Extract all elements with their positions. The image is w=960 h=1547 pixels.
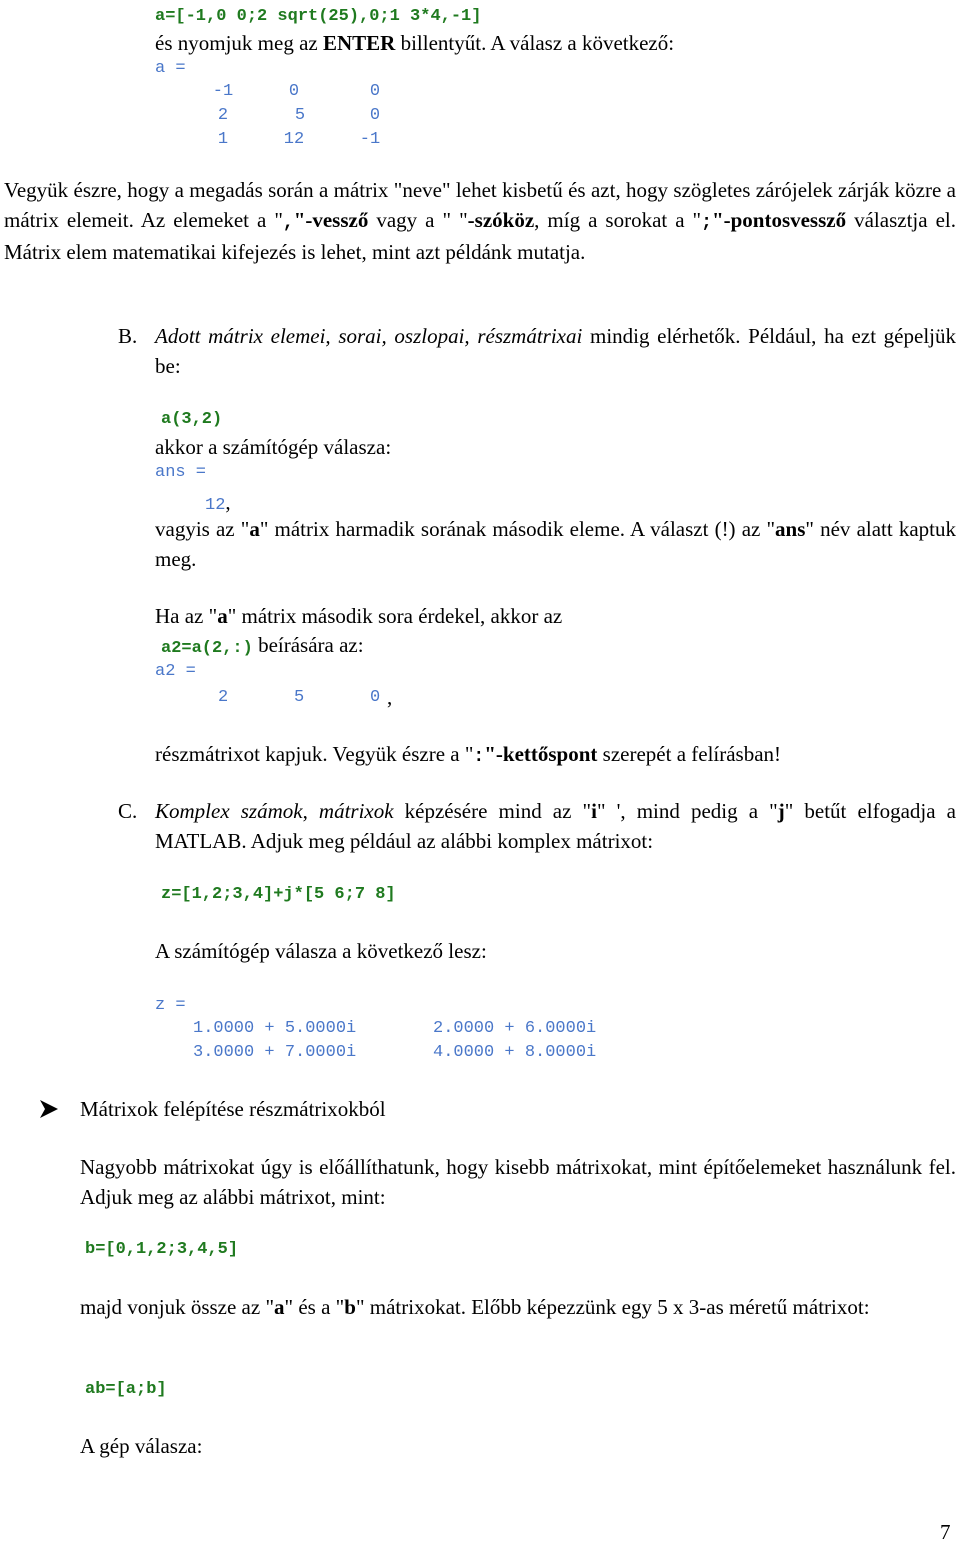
paragraph-combine: [80, 1293, 956, 1323]
output-label-a2: a2 =: [155, 662, 196, 681]
semicolon-word: "-pontosvessző: [711, 207, 847, 232]
row-access-intro: [155, 602, 562, 631]
reply-intro-c: A számítógép válasza a következő lesz:: [155, 939, 487, 963]
para-text: " mátrixokat. Előbb képezzünk egy 5 x 3-as méretű mátrixot:: [355, 1295, 870, 1319]
enter-instruction: [155, 29, 674, 58]
command-ab: ab=[a;b]: [85, 1380, 167, 1399]
bold-b: b: [344, 1295, 356, 1319]
para-text: " és a ": [284, 1295, 345, 1319]
comma-word: "-vessző: [293, 207, 369, 232]
para-text: , míg a sorokat a ": [534, 207, 702, 232]
para-text: " mátrix harmadik sorának második eleme. A választ (!) az ": [259, 517, 776, 541]
colon-word: "-kettőspont: [484, 742, 598, 766]
row-command-line: [161, 631, 364, 660]
para-text: részmátrixot kapjuk. Vegyük észre a ": [155, 742, 474, 766]
bold-a: a: [217, 604, 228, 628]
bold-j: j: [777, 799, 785, 823]
command-matrix-a: a=[-1,0 0;2 sqrt(25),0;1 3*4,-1]: [155, 7, 482, 26]
para-text: " ', mind pedig a ": [596, 799, 778, 823]
ans-value: 12: [205, 496, 226, 515]
bold-i: i: [591, 799, 597, 823]
ans-comma: ,: [225, 490, 231, 514]
arrow-bullet-icon: [38, 1099, 60, 1125]
para-text: képzésére mind az ": [393, 799, 592, 823]
italic-phrase: Komplex számok: [155, 799, 303, 823]
a2-cell: 2: [218, 688, 229, 707]
page-number: 7: [940, 1520, 951, 1544]
paragraph-colon: [155, 740, 781, 772]
matrix-cell: 0: [369, 106, 381, 125]
matrix-cell: 0: [288, 82, 300, 101]
section-heading: Mátrixok felépítése részmátrixokból: [80, 1097, 386, 1121]
matrix-cell: 5: [294, 106, 306, 125]
matrix-cell: 12: [283, 130, 305, 149]
enter-pre: és nyomjuk meg az: [155, 31, 323, 55]
z-cell: 4.0000 + 8.0000i: [433, 1043, 597, 1062]
italic-phrase: Adott mátrix elemei, sorai, oszlopai, részmátrixai: [155, 324, 583, 348]
bold-a: a: [274, 1295, 285, 1319]
para-text: szerepét a felírásban!: [597, 742, 782, 766]
section-letter-c: C.: [118, 799, 138, 823]
para-text: vagy a " ": [368, 207, 468, 232]
output-label-a: a =: [155, 59, 186, 78]
matrix-cell: -1: [359, 130, 381, 149]
ans-value-line: [205, 488, 231, 518]
command-a-3-2: a(3,2): [161, 410, 223, 429]
italic-phrase: mátrixok: [318, 799, 394, 823]
a2-cell: 5: [294, 688, 305, 707]
z-cell: 1.0000 + 5.0000i: [193, 1019, 357, 1038]
paragraph-complex: [155, 797, 956, 856]
enter-post: billentyűt. A válasz a következő:: [395, 31, 675, 55]
paragraph-element-access: [155, 322, 956, 381]
para-text: Vegyük észre, hogy a megadás során a mátrix "neve" lehet kisbetű és azt, hogy szögletes zárójelek zárják közre a mátrix elemeit. Az elemeket a ": [4, 178, 956, 232]
para-text: választja el. Mátrix elem matematikai kifejezés is lehet, mint azt példánk mutatja.: [4, 207, 956, 264]
bold-ans: ans: [775, 517, 806, 541]
para-text: " mátrix második sora érdekel, akkor az: [227, 604, 563, 628]
a2-comma: ,: [387, 685, 393, 709]
a2-cell: 0: [370, 688, 381, 707]
para-text: beírására az:: [252, 633, 364, 657]
space-word: -szóköz: [467, 207, 535, 232]
command-matrix-b: b=[0,1,2;3,4,5]: [85, 1240, 239, 1259]
bold-a: a: [249, 517, 260, 541]
output-label-ans: ans =: [155, 463, 207, 482]
z-cell: 2.0000 + 6.0000i: [433, 1019, 597, 1038]
reply-intro: akkor a számítógép válasza:: [155, 435, 392, 459]
command-complex-z: z=[1,2;3,4]+j*[5 6;7 8]: [161, 885, 396, 904]
matrix-cell: -1: [212, 82, 234, 101]
matrix-cell: 0: [369, 82, 381, 101]
paragraph-vagyis: [155, 515, 956, 574]
comma-char: ,: [282, 212, 294, 233]
paragraph-submatrix: Nagyobb mátrixokat úgy is előállíthatunk, hogy kisebb mátrixokat, mint építőelemeket használunk fel. Adjuk meg az alábbi mátrixot, mint:: [80, 1155, 956, 1209]
command-a2: a2=a(2,:): [161, 639, 253, 658]
reply-intro-d: A gép válasza:: [80, 1434, 203, 1458]
colon-char: :: [473, 747, 485, 767]
matrix-cell: 2: [217, 106, 229, 125]
para-text: " név alatt kaptuk meg.: [155, 517, 956, 571]
para-text: vagyis az ": [155, 517, 250, 541]
para-text: " betűt elfogadja a MATLAB. Adjuk meg például az alábbi komplex mátrixot:: [155, 799, 956, 853]
matrix-cell: 1: [217, 130, 229, 149]
output-label-z: z =: [155, 996, 186, 1015]
paragraph-matrix-notation: [4, 176, 956, 268]
section-letter-b: B.: [118, 324, 138, 348]
semicolon-char: ;: [701, 212, 712, 233]
enter-key: ENTER: [322, 31, 396, 55]
para-text: Ha az ": [155, 604, 218, 628]
para-text: ,: [302, 799, 319, 823]
para-text: mindig elérhetők. Például, ha ezt gépeljük be:: [155, 324, 956, 378]
para-text: majd vonjuk össze az ": [80, 1295, 275, 1319]
z-cell: 3.0000 + 7.0000i: [193, 1043, 357, 1062]
